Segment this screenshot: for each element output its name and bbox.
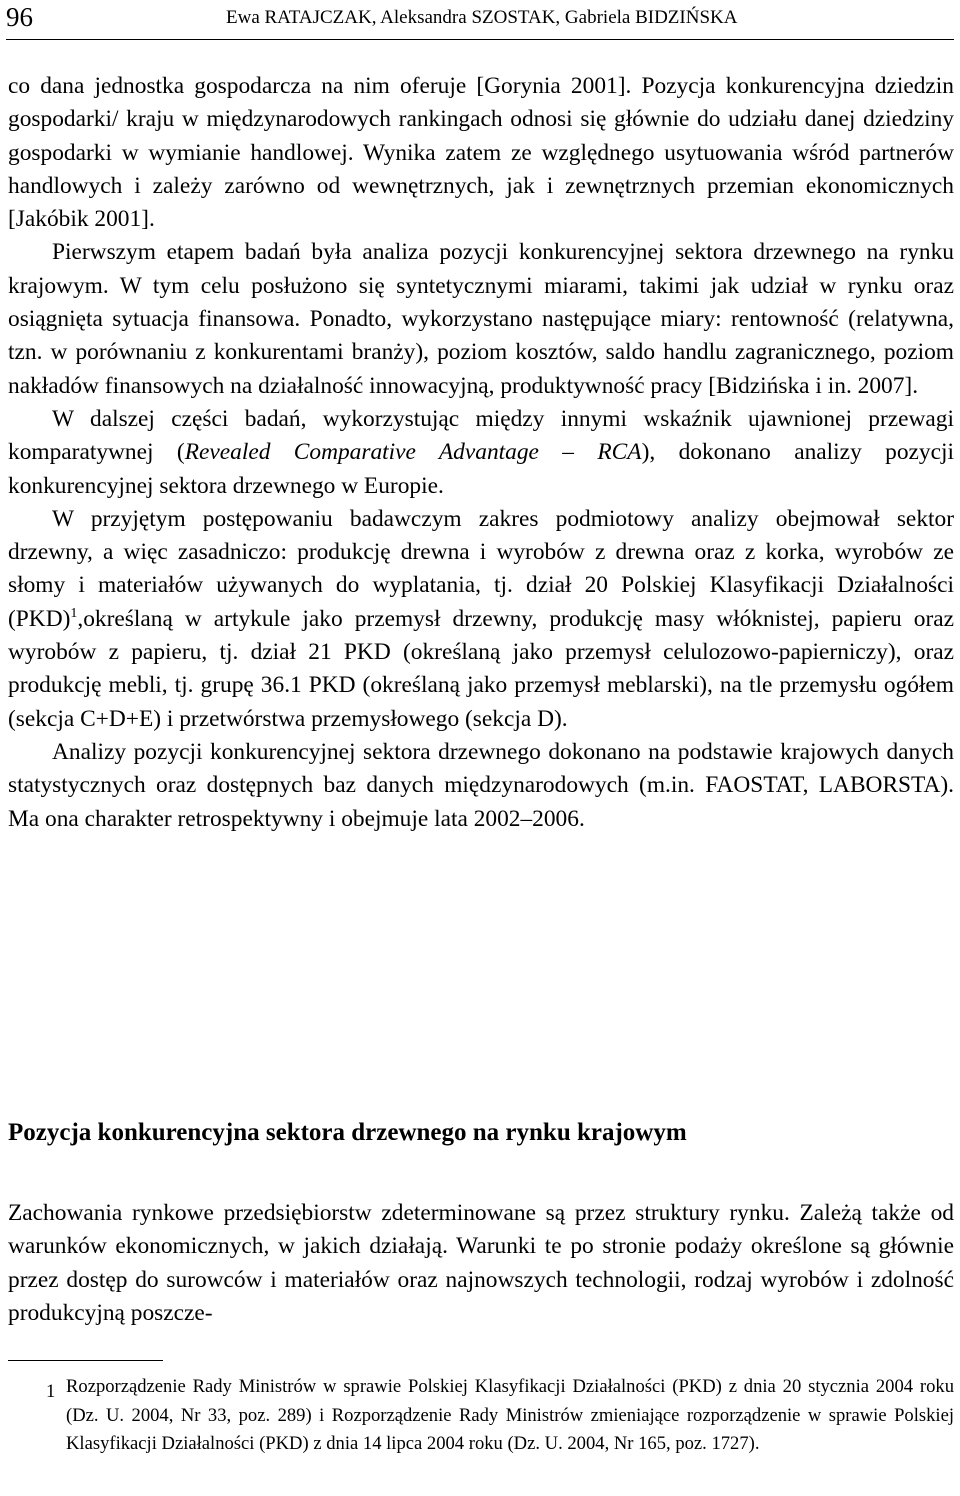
footnote-divider: [8, 1360, 163, 1361]
footnote-reference: 1: [70, 605, 78, 621]
footnote-text: Rozporządzenie Rady Ministrów w sprawie Polskiej Klasyfikacji Działalności (PKD) z dnia 20 stycznia 2004 roku (Dz. U. 2004, Nr 33, poz. 289) i Rozporządzenie Rady Ministrów zmieniające rozporządzenie w sprawie Polskiej Klasyfikacji Działalności (PKD) z dnia 14 lipca 2004 roku (Dz. U. 2004, Nr 165, poz. 1727).: [66, 1376, 954, 1454]
paragraph-2: Pierwszym etapem badań była analiza pozycji konkurencyjnej sektora drzewnego na rynku krajowym. W tym celu posłużono się syntetycznymi miarami, takimi jak udział w rynku oraz osiągnięta sytuacja finansowa. Ponadto, wykorzystano następujące miary: rentowność (relatywna, tzn. w porównaniu z konkurentami branży), poziom kosztów, saldo handlu zagranicznego, poziom nakładów finansowych na działalność innowacyjną, produktywność pracy [Bidzińska i in. 2007].: [8, 239, 954, 399]
rca-term: Revealed Comparative Advantage – RCA: [184, 439, 642, 466]
paragraph-3-after: ), dokonano analizy pozycji konkurencyjnej sektora drzewnego w Europie.: [8, 439, 954, 499]
body-text: [8, 70, 954, 836]
page-header: [6, 0, 954, 40]
section-paragraph: Zachowania rynkowe przedsiębiorstw zdeterminowane są przez struktury rynku. Zależą także od warunków ekonomicznych, w jakich działają. Warunki te po stronie podaży określone są głównie przez dostęp do surowców i materiałów oraz najnowszych technologii, rodzaj wyrobów i zdolność produkcyjną poszcze-: [8, 1200, 954, 1326]
page-number: 96: [6, 2, 33, 32]
paragraph-3: [8, 403, 954, 503]
paragraph-3-before: W dalszej części badań, wykorzystując między innymi wskaźnik ujawnionej przewagi komparatywnej (: [8, 405, 954, 466]
paragraph-5: Analizy pozycji konkurencyjnej sektora drzewnego dokonano na podstawie krajowych danych statystycznych oraz dostępnych baz danych międzynarodowych (m.in. FAOSTAT, LABORSTA). Ma ona charakter retrospektywny i obejmuje lata 2002–2006.: [8, 738, 954, 832]
running-title: Ewa RATAJCZAK, Aleksandra SZOSTAK, Gabriela BIDZIŃSKA: [226, 7, 738, 28]
section-heading: Pozycja konkurencyjna sektora drzewnego na rynku krajowym: [8, 1119, 687, 1146]
paragraph-4-after: ,określaną w artykule jako przemysł drzewny, produkcję masy włóknistej, papieru oraz wyrobów z papieru, tj. dział 21 PKD (określaną jako przemysł celulozowo-papierniczy), oraz produkcję mebli, tj. grupę 36.1 PKD (określaną jako przemysł meblarski), na tle przemysłu ogółem (sekcja C+D+E) i przetwórstwa przemysłowego (sekcja D).: [8, 605, 954, 732]
footnote: [46, 1373, 954, 1459]
header-divider: [6, 39, 954, 40]
paragraph-4-before: W przyjętym postępowaniu badawczym zakres podmiotowy analizy obejmował sektor drzewny, a więc zasadniczo: produkcję drewna i wyrobów z drewna oraz z korka, wyrobów ze słomy i materiałów używanych do wyplatania, tj. dział 20 Polskiej Klasyfikacji Działalności (PKD): [8, 505, 954, 632]
paragraph-4: [8, 503, 954, 736]
paragraph-1: co dana jednostka gospodarcza na nim oferuje [Gorynia 2001]. Pozycja konkurencyjna dziedzin gospodarki/ kraju w międzynarodowych rankingach odnosi się głównie do udziału danej dziedziny gospodarki w wymianie handlowej. Wynika zatem ze względnego usytuowania wśród partnerów handlowych i zależy zarówno od wewnętrznych, jak i zewnętrznych przemian ekonomicznych [Jakóbik 2001].: [8, 73, 954, 233]
footnote-mark: 1: [46, 1381, 56, 1402]
